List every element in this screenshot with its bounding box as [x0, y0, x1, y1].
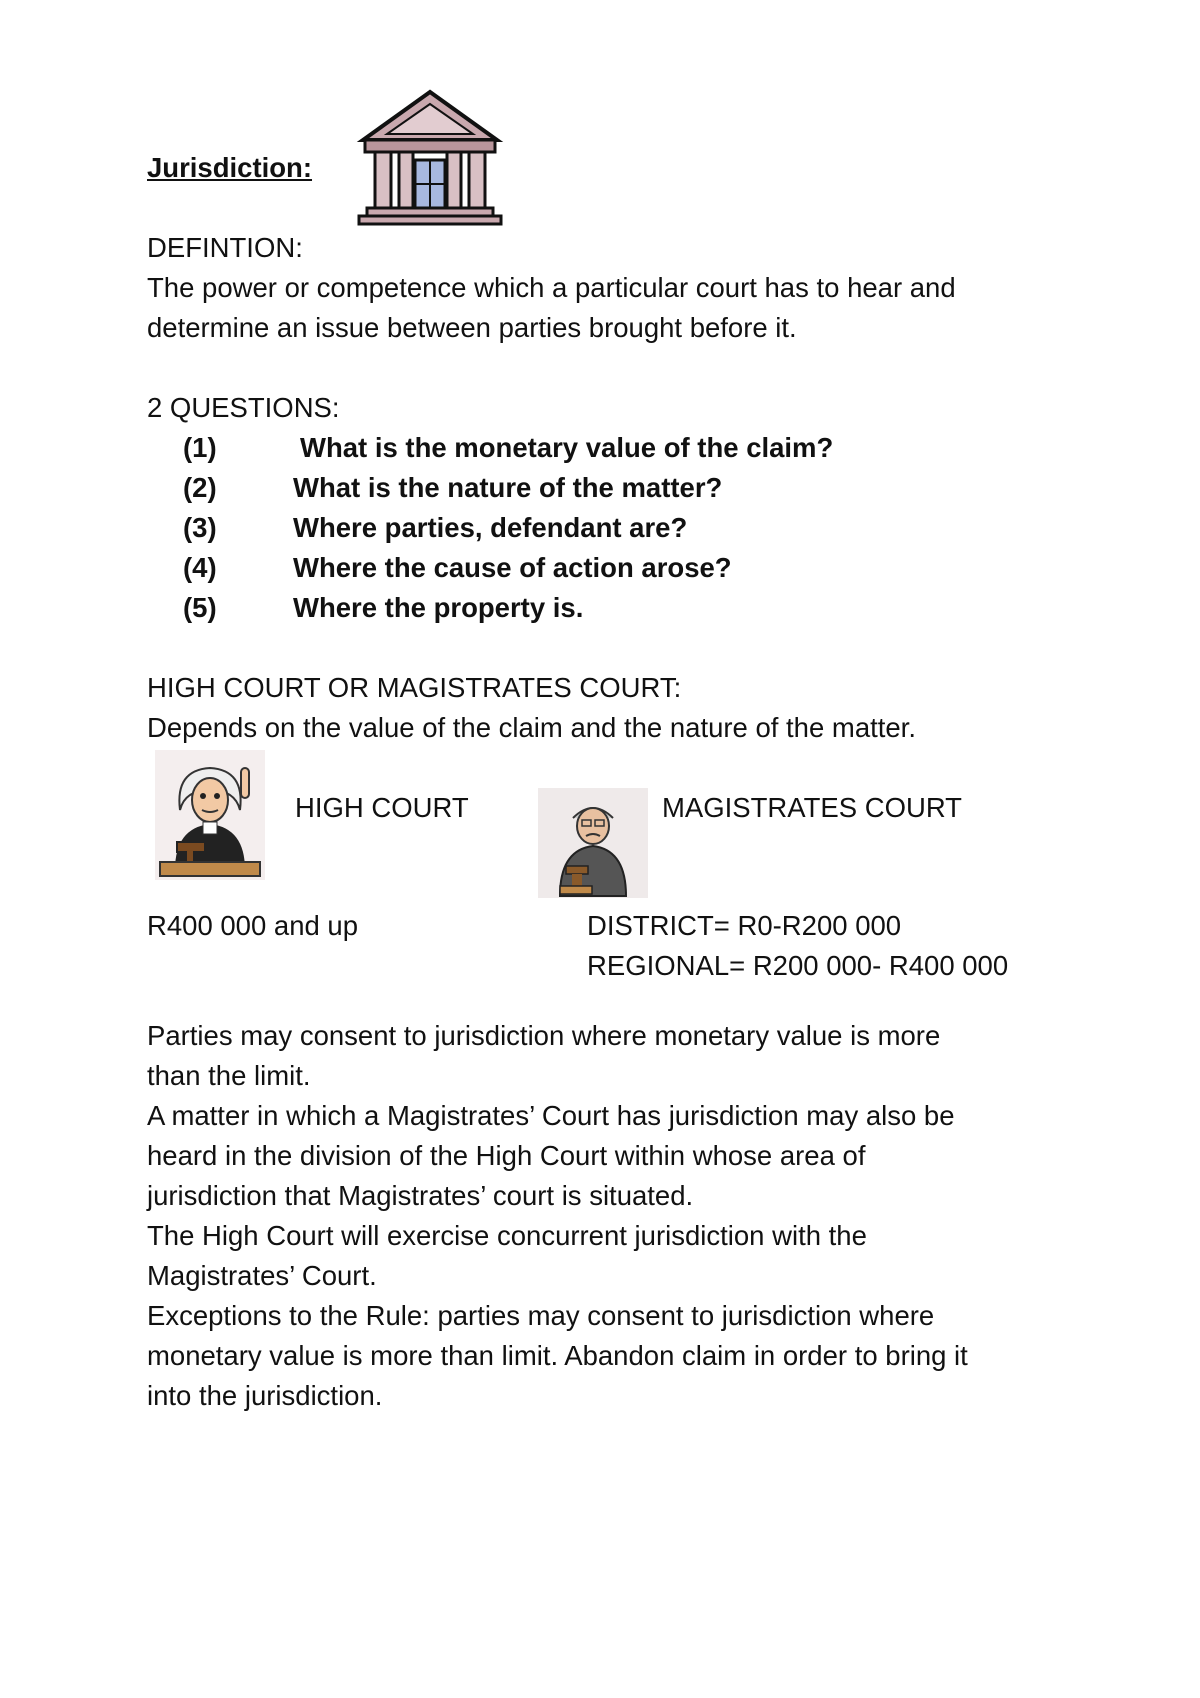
question-text: What is the nature of the matter?: [293, 472, 723, 503]
courthouse-icon: [355, 88, 505, 233]
question-number: (2): [183, 472, 217, 503]
question-number: (4): [183, 552, 217, 583]
question-text: Where parties, defendant are?: [293, 512, 688, 543]
definition-line: determine an issue between parties brought before it.: [147, 312, 797, 343]
notes-line: Magistrates’ Court.: [147, 1260, 377, 1291]
question-number: (5): [183, 592, 217, 623]
page-title: Jurisdiction:: [147, 152, 313, 183]
questions-heading: 2 QUESTIONS:: [147, 392, 340, 423]
question-number: (1): [183, 432, 217, 463]
courts-heading: HIGH COURT OR MAGISTRATES COURT:: [147, 672, 682, 703]
notes-line: Parties may consent to jurisdiction where monetary value is more: [147, 1020, 941, 1051]
high-court-label: HIGH COURT: [295, 792, 469, 823]
magistrate-icon: [538, 788, 648, 898]
question-number: (3): [183, 512, 217, 543]
regional-value: REGIONAL= R200 000- R400 000: [587, 950, 1009, 981]
notes-line: jurisdiction that Magistrates’ court is situated.: [147, 1180, 694, 1211]
notes-line: heard in the division of the High Court within whose area of: [147, 1140, 866, 1171]
magistrates-court-label: MAGISTRATES COURT: [662, 792, 962, 823]
notes-line: monetary value is more than limit. Abandon claim in order to bring it: [147, 1340, 968, 1371]
courts-subheading: Depends on the value of the claim and the nature of the matter.: [147, 712, 916, 743]
notes-line: into the jurisdiction.: [147, 1380, 383, 1411]
judge-icon: [155, 750, 265, 880]
district-value: DISTRICT= R0-R200 000: [587, 910, 902, 941]
notes-line: A matter in which a Magistrates’ Court has jurisdiction may also be: [147, 1100, 955, 1131]
high-court-value: R400 000 and up: [147, 910, 359, 941]
notes-line: Exceptions to the Rule: parties may consent to jurisdiction where: [147, 1300, 935, 1331]
question-text: Where the cause of action arose?: [293, 552, 732, 583]
definition-line: The power or competence which a particular court has to hear and: [147, 272, 956, 303]
notes-line: The High Court will exercise concurrent jurisdiction with the: [147, 1220, 867, 1251]
notes-line: than the limit.: [147, 1060, 311, 1091]
question-text: What is the monetary value of the claim?: [300, 432, 834, 463]
question-text: Where the property is.: [293, 592, 584, 623]
definition-heading: DEFINTION:: [147, 232, 303, 263]
